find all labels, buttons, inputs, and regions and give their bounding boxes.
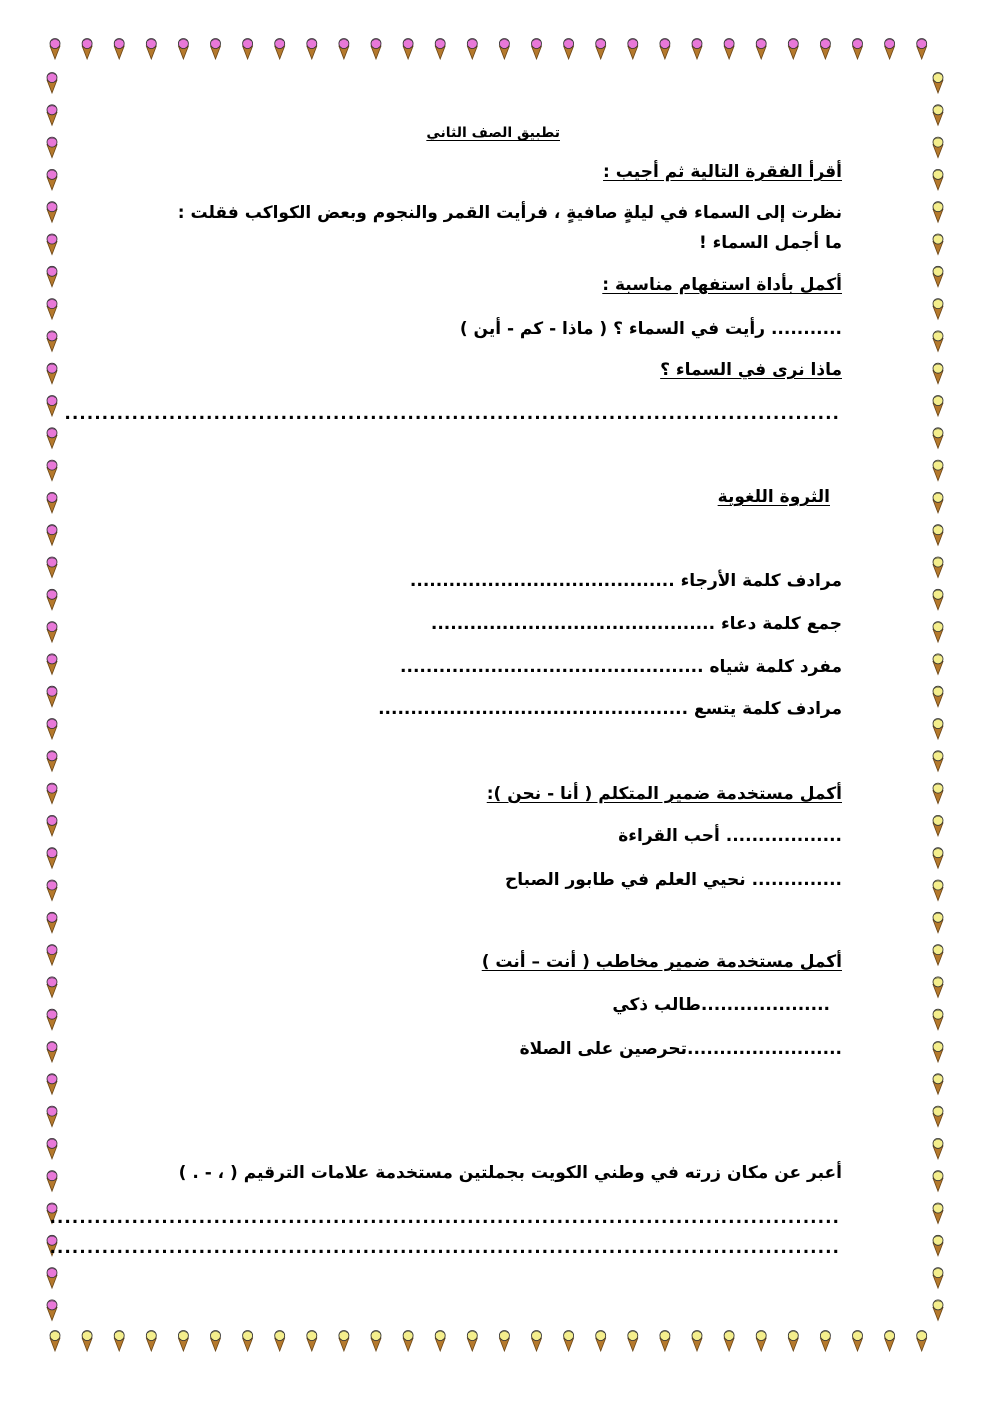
speaker-heading: أكمل مستخدمة ضمير المتكلم ( أنا - نحن ):	[486, 784, 842, 804]
vocab-heading: الثروة اللغوية	[717, 487, 830, 507]
vocab-item: مرادف كلمة الأرجاء .........................................	[409, 571, 842, 591]
writing-prompt: أعبر عن مكان زرته في وطني الكويت بجملتين مستخدمة علامات الترقيم ( ، - . )	[178, 1163, 842, 1183]
vocab-item: مرادف كلمة يتسع ................................................	[378, 699, 842, 719]
speaker-item: .................. أحب القراءة	[618, 826, 842, 846]
addressee-item: ....................طالب ذكي	[612, 995, 830, 1015]
interrogative-heading: أكمل بأداة استفهام مناسبة :	[602, 275, 842, 295]
question-answer-line[interactable]: ........................................................................................................	[64, 404, 840, 424]
page-title: تطبيق الصف الثاني	[426, 125, 560, 141]
speaker-item: .............. نحيي العلم في طابور الصباح	[505, 870, 842, 890]
question-text: ماذا نرى في السماء ؟	[660, 360, 842, 380]
writing-line[interactable]: ..........................................................................................................	[49, 1208, 840, 1228]
reading-paragraph: نظرت إلى السماء في ليلةٍ صافيةٍ ، فرأيت القمر والنجوم وبعض الكواكب فقلت : ما أجمل السماء !	[177, 203, 842, 253]
interrogative-line: ........... رأيت في السماء ؟ ( ماذا - كم - أين )	[459, 319, 842, 339]
addressee-item: ........................تحرصين على الصلاة	[519, 1039, 842, 1059]
vocab-item: مفرد كلمة شياه ...............................................	[400, 657, 842, 677]
vocab-item: جمع كلمة دعاء ............................................	[430, 614, 842, 634]
addressee-heading: أكمل مستخدمة ضمير مخاطب ( أنت – أنت )	[481, 952, 842, 972]
reading-heading: أقرأ الفقرة التالية ثم أجيب :	[603, 162, 842, 182]
writing-line[interactable]: ..........................................................................................................	[49, 1238, 840, 1258]
